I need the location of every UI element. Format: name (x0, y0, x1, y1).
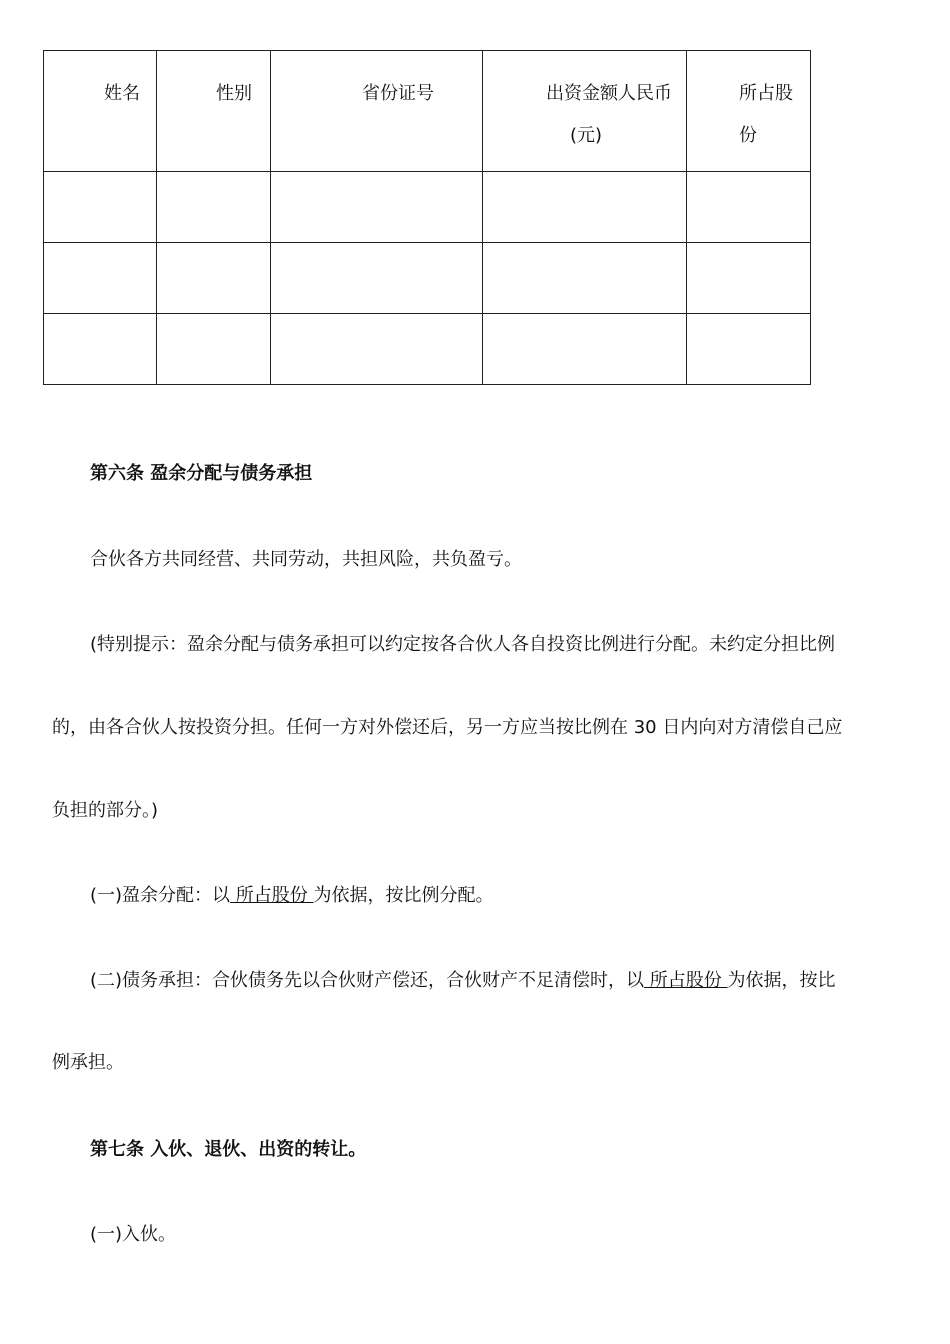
investor-table (43, 50, 811, 385)
debt-prefix: (二)债务承担：合伙债务先以合伙财产偿还，合伙财产不足清偿时，以 (90, 970, 645, 991)
header-contribution-amount (483, 51, 687, 172)
article6-title: 第六条 盈余分配与债务承担 (90, 463, 313, 484)
table-cell (483, 243, 687, 314)
debt-suffix: 为依据，按比 (727, 970, 836, 991)
article7-title: 第七条 入伙、退伙、出资的转让。 (90, 1139, 367, 1160)
table-cell (271, 314, 483, 385)
table-row (44, 172, 811, 243)
special-note-line1: (特别提示：盈余分配与债务承担可以约定按各合伙人各自投资比例进行分配。未约定分担比例 (90, 634, 836, 655)
special-note-line3: 负担的部分。) (52, 800, 159, 821)
table-cell (44, 314, 157, 385)
table-cell (271, 243, 483, 314)
table-row (44, 314, 811, 385)
debt-basis-filled: 所占股份 (644, 970, 728, 991)
header-amount-label: 出资金额人民币 (546, 83, 672, 104)
profit-basis-filled: 所占股份 (230, 885, 314, 906)
table-cell (44, 172, 157, 243)
table-cell (687, 172, 811, 243)
table-cell (44, 243, 157, 314)
table-cell (157, 243, 271, 314)
header-name: 姓名 (44, 51, 157, 172)
table-cell (271, 172, 483, 243)
article7-item1: (一)入伙。 (90, 1224, 177, 1245)
header-share (687, 51, 811, 172)
table-cell (157, 172, 271, 243)
header-share-line1: 所占股 (739, 83, 793, 104)
table-cell (157, 314, 271, 385)
profit-suffix: 为依据，按比例分配。 (313, 885, 494, 906)
debt-bearing-clause (90, 966, 898, 992)
profit-distribution-clause (90, 881, 898, 907)
header-share-line2: 份 (739, 125, 757, 146)
table-cell (483, 172, 687, 243)
table-row (44, 243, 811, 314)
table-cell (483, 314, 687, 385)
table-cell (687, 243, 811, 314)
table-cell (687, 314, 811, 385)
article6-paragraph: 合伙各方共同经营、共同劳动，共担风险，共负盈亏。 (90, 549, 522, 570)
profit-prefix: (一)盈余分配：以 (90, 885, 231, 906)
special-note-line2: 的，由各合伙人按投资分担。任何一方对外偿还后，另一方应当按比例在 30 日内向对方清偿自己应 (52, 717, 843, 738)
header-gender: 性别 (157, 51, 271, 172)
debt-bearing-clause-line2: 例承担。 (52, 1052, 124, 1073)
table-header-row (44, 51, 811, 172)
header-amount-unit: (元) (569, 125, 602, 146)
header-id-number: 省份证号 (271, 51, 483, 172)
